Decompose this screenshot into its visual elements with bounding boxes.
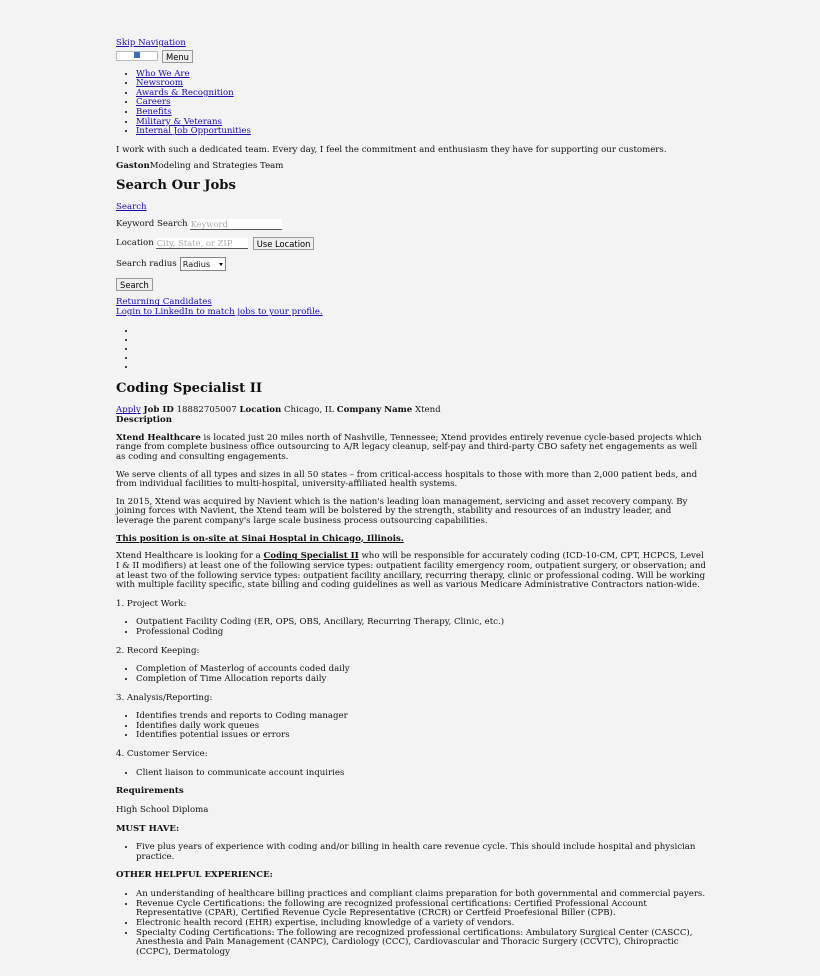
list-item-text: Outpatient Facility Coding (ER, OPS, OBS, Ancillary, Recurring Therapy, Clinic, etc.) xyxy=(136,617,505,628)
testimonial-name: Gaston xyxy=(116,161,150,172)
list-item-text: Electronic health record (EHR) expertise, including knowledge of a variety of vendors. xyxy=(136,917,515,928)
radius-select[interactable] xyxy=(180,257,226,271)
location-meta-value: Chicago, IL xyxy=(283,405,335,416)
description-paragraph: In 2015, Xtend was acquired by Navient which is the nation's leading loan management, servicing and asset recovery company. By joining forces with Navient, the Xtend team will be bolstered by the strength, stability and resources of an industry leader, and leverage the parent company's large scale business process outsourcing capabilities. xyxy=(116,496,688,527)
other-helpful-heading: OTHER HELPFUL EXPERIENCE: xyxy=(116,870,273,881)
skip-navigation-link[interactable]: Skip Navigation xyxy=(116,38,186,48)
job-id-value: 18882705007 xyxy=(176,405,237,416)
list-item-text: Completion of Masterlog of accounts coded daily xyxy=(136,664,350,675)
section-heading: 4. Customer Service: xyxy=(116,749,208,760)
nav-link[interactable]: Internal Job Opportunities xyxy=(136,126,251,137)
list-item-text: Revenue Cycle Certifications: the following are recognized professional certifications: Certified Professional Account Representative (CPAR), Certified Revenue Cycle Representative (CRCR) or Certfeid Proefesional Biller (CPB). xyxy=(136,898,647,919)
location-meta-label: Location xyxy=(239,405,282,416)
list-item-text: Client liaison to communicate account inquiries xyxy=(136,767,345,778)
empty-list xyxy=(116,327,708,373)
list-item-text: Five plus years of experience with coding and/or billing in health care revenue cycle. This should include hospital and physician practice. xyxy=(136,842,696,862)
company-value: Xtend xyxy=(414,405,441,416)
other-helpful-list xyxy=(116,890,708,957)
keyword-input[interactable] xyxy=(190,219,282,230)
flag-icon xyxy=(134,52,140,58)
list-item-text: Specialty Coding Certifications: The following are recognized professional certifications: Ambulatory Surgical Center (CASCC), Anesthesia and Pain Management (CANPC), Cardiology (CCC), Cardiovascular and Thoracic Surgery (CCVTC), Chiropractic (CCPC), Dermatology xyxy=(136,927,693,957)
must-have-heading: MUST HAVE: xyxy=(116,823,180,834)
testimonial-team: Modeling and Strategies Team xyxy=(149,161,284,172)
section-heading: 1. Project Work: xyxy=(116,598,187,609)
requirements-heading: Requirements xyxy=(116,786,184,797)
location-row xyxy=(116,237,708,250)
list-item xyxy=(136,327,708,336)
list-item xyxy=(136,843,708,862)
keyword-row xyxy=(116,219,708,230)
role-name: Coding Specialist II xyxy=(263,551,359,562)
nav-item xyxy=(136,70,708,80)
location-label: Location xyxy=(116,238,154,249)
search-heading: Search Our Jobs xyxy=(116,178,236,194)
main-nav xyxy=(116,70,708,137)
menu-button[interactable]: Menu xyxy=(162,50,193,63)
list-item xyxy=(136,731,708,741)
company-name-bold: Xtend Healthcare xyxy=(116,432,201,443)
apply-link[interactable]: Apply xyxy=(116,405,141,416)
list-item xyxy=(136,363,708,372)
list-item xyxy=(136,675,708,685)
company-label: Company Name xyxy=(336,405,413,416)
list-item xyxy=(136,900,708,919)
nav-link[interactable]: Military & Veterans xyxy=(136,116,222,127)
search-link[interactable]: Search xyxy=(116,201,147,212)
nav-link[interactable]: Benefits xyxy=(136,107,172,117)
list-item xyxy=(136,769,708,779)
description-paragraph: We serve clients of all types and sizes in all 50 states – from critical-access hospitals to those with more than 2,000 patient beds, and from individual facilities to multi-hospital, university-affiliated health systems. xyxy=(116,469,698,490)
nav-item xyxy=(136,127,708,137)
language-selector[interactable] xyxy=(116,51,158,61)
testimonial-attribution xyxy=(116,162,708,172)
list-item xyxy=(136,345,708,354)
nav-item xyxy=(136,89,708,99)
returning-candidates-link[interactable]: Returning Candidates xyxy=(116,297,212,308)
radius-label: Search radius xyxy=(116,258,177,269)
paragraph-text: is located just 20 miles north of Nashville, Tennessee; Xtend provides entirely revenue cycle-based projects which range from complete business office outsourcing to A/R legacy cleanup, self-pay and third-party CBO safety net engagements as well as coding and consulting engagements. xyxy=(116,432,702,462)
paragraph-text: Xtend Healthcare is looking for a xyxy=(116,551,264,562)
menu-row xyxy=(116,50,708,63)
search-button[interactable]: Search xyxy=(116,278,153,291)
list-item-text: An understanding of healthcare billing practices and compliant claims preparation for both governmental and commercial payers. xyxy=(136,889,706,900)
description-label: Description xyxy=(116,415,173,426)
list-item-text: Professional Coding xyxy=(136,627,224,638)
list-item xyxy=(136,354,708,363)
onsite-notice xyxy=(116,535,708,545)
section-list xyxy=(116,769,708,779)
list-item-text: Identifies trends and reports to Coding manager xyxy=(136,711,348,722)
job-meta xyxy=(116,406,708,425)
diploma-text: High School Diploma xyxy=(116,804,209,815)
section-list xyxy=(116,665,708,684)
section-list xyxy=(116,712,708,741)
list-item xyxy=(136,628,708,638)
location-input[interactable] xyxy=(156,238,248,249)
testimonial-quote: I work with such a dedicated team. Every day, I feel the commitment and enthusiasm they have for supporting our customers. xyxy=(116,144,667,155)
job-title: Coding Specialist II xyxy=(116,380,263,396)
paragraph-text: who will be responsible for accurately coding (ICD-10-CM, CPT, HCPCS, Level I & II modifiers) at least one of the following service types: outpatient facility emergency room, outpatient surgery, or observation; and at least two of the following service types: outpatient facility ancillary, recurring therapy, clinic or professional coding. Will be working with multiple facility specific, state billing and coding guidelines as well as various Medicare Administrative Contractors nation-wide. xyxy=(116,551,706,591)
list-item xyxy=(136,336,708,345)
search-button-row xyxy=(116,278,708,291)
use-location-button[interactable]: Use Location xyxy=(253,237,315,250)
role-paragraph xyxy=(116,552,708,591)
list-item-text: Completion of Time Allocation reports daily xyxy=(136,673,327,684)
section-heading: 3. Analysis/Reporting: xyxy=(116,692,213,703)
chevron-down-icon xyxy=(219,263,223,266)
radius-row xyxy=(116,257,708,271)
duty-sections xyxy=(116,600,708,779)
onsite-text: This position is on-site at Sinai Hosptal in Chicago, Illinois. xyxy=(116,533,404,544)
nav-link[interactable]: Awards & Recognition xyxy=(136,87,234,98)
must-have-list xyxy=(116,843,708,862)
section-list xyxy=(116,618,708,637)
job-id-label: Job ID xyxy=(143,405,174,416)
nav-link[interactable]: Newsroom xyxy=(136,78,183,89)
nav-item xyxy=(136,98,708,108)
page-content xyxy=(116,38,708,957)
radius-value: Radius xyxy=(182,258,211,269)
list-item xyxy=(136,929,708,958)
description-paragraph xyxy=(116,434,708,463)
nav-link[interactable]: Who We Are xyxy=(136,68,190,79)
section-heading: 2. Record Keeping: xyxy=(116,645,200,656)
keyword-label: Keyword Search xyxy=(116,219,188,230)
list-item-text: Identifies daily work queues xyxy=(136,720,260,731)
returning-candidates xyxy=(116,298,708,317)
list-item-text: Identifies potential issues or errors xyxy=(136,730,290,741)
linkedin-login-link[interactable]: Login to LinkedIn to match jobs to your profile. xyxy=(116,307,323,318)
nav-link[interactable]: Careers xyxy=(136,97,171,108)
